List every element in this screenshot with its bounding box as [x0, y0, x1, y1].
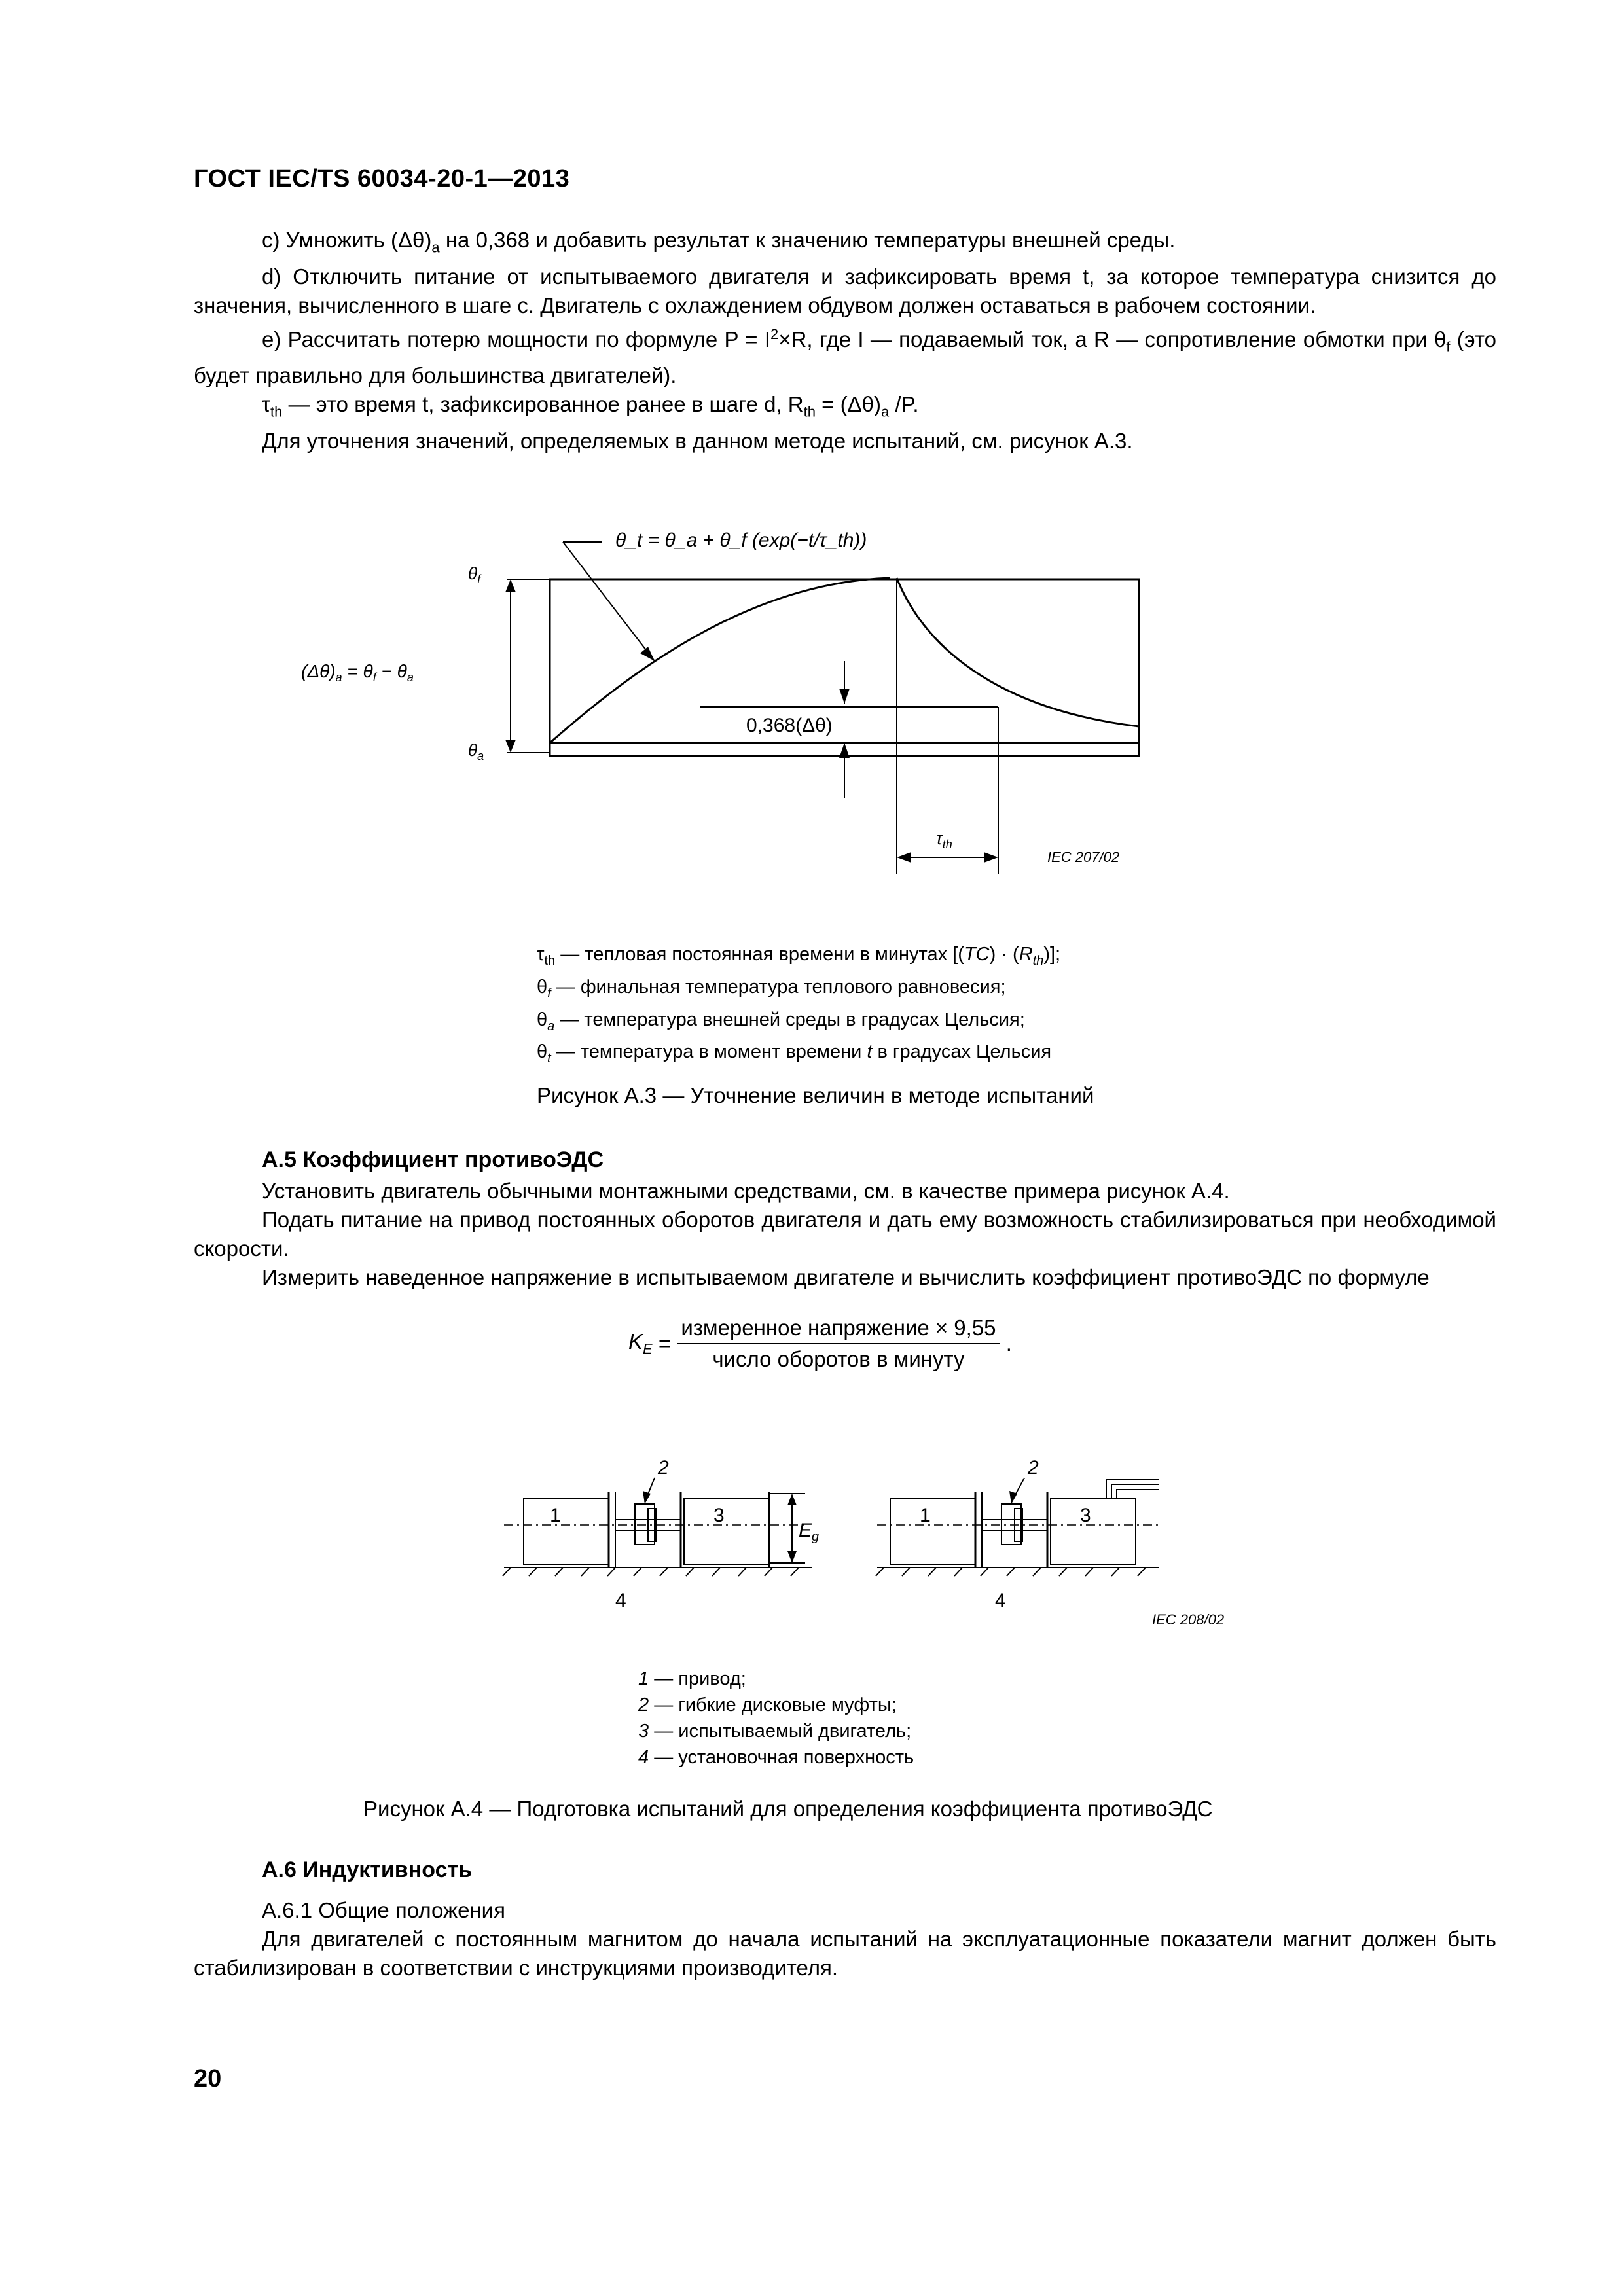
tau-th-label: $\tau_{th}$ [936, 829, 952, 851]
right-label-1: 1 [920, 1505, 931, 1526]
legend-item: 1 — привод; [638, 1668, 746, 1689]
right-label-3: 3 [1080, 1505, 1091, 1526]
page-number: 20 [194, 2065, 222, 2092]
figure-a4-diagram [497, 1460, 1257, 1636]
formula-denominator: число оборотов в минуту [712, 1347, 965, 1371]
tau-definition-paragraph: $\tau_{th}$ — это время t, зафиксированное ранее в шаге d, $R_{th} = (\Delta\theta)_a$ /P. [262, 392, 919, 420]
figure-a3-caption: Рисунок А.3 — Уточнение величин в методе испытаний [537, 1083, 1094, 1107]
step-d-paragraph: d) Отключить питание от испытываемого двигателя и зафиксировать время t, за которое температура снизится до значения, вычисленного в шаге c. Двигатель с охлаждением обдувом должен оставаться в рабочем состоянии. [194, 264, 1496, 317]
section-a5-p2: Подать питание на привод постоянных оборотов двигателя и дать ему возможность стабилизироваться при необходимой скорости. [194, 1208, 1496, 1261]
delta-theta-label: $(\Delta\theta)_a = \theta_f - \theta_a$ [301, 661, 414, 684]
figure-a4-legend [638, 1666, 914, 1770]
section-a6-subtitle: А.6.1 Общие положения [262, 1898, 505, 1922]
heating-curve [550, 578, 890, 743]
figure-reference-paragraph: Для уточнения значений, определяемых в данном методе испытаний, см. рисунок А.3. [262, 428, 1133, 453]
legend-item: 4 — установочная поверхность [638, 1747, 914, 1768]
section-a5 [194, 1145, 1496, 1292]
iec-code-a4: IEC 208/02 [1152, 1611, 1225, 1628]
figure-a3-diagram [288, 511, 1191, 884]
intro-text [194, 226, 1496, 456]
theta-f-label: $\theta_f$ [468, 564, 481, 586]
document-header: ГОСТ IEC/TS 60034-20-1—2013 [194, 165, 570, 192]
left-label-4: 4 [615, 1590, 626, 1611]
eg-label: $E_g$ [799, 1520, 820, 1544]
right-label-2: 2 [1028, 1460, 1039, 1479]
legend-item: $\tau_{th}$ — тепловая постоянная времени в минутах $[(TC) \cdot (R_{th})]$; [537, 944, 1061, 968]
left-label-1: 1 [550, 1505, 561, 1526]
cooling-curve [897, 578, 1139, 726]
legend-item: $\theta_f$ — финальная температура теплового равновесия; [537, 976, 1006, 1001]
theta-a-label: $\theta_a$ [468, 740, 484, 762]
left-label-3: 3 [713, 1505, 725, 1526]
section-a6 [194, 1856, 1496, 1982]
figure-a3-legend [537, 941, 1060, 1071]
right-label-4: 4 [995, 1590, 1006, 1611]
legend-item: 2 — гибкие дисковые муфты; [638, 1695, 897, 1715]
figure-a4-caption: Рисунок А.4 — Подготовка испытаний для определения коэффициента противоЭДС [363, 1797, 1213, 1821]
section-a5-p1: Установить двигатель обычными монтажными средствами, см. в качестве примера рисунок А.4. [262, 1179, 1230, 1203]
section-a6-title: А.6 Индуктивность [262, 1857, 473, 1882]
legend-item: 3 — испытываемый двигатель; [638, 1721, 912, 1742]
legend-item: $\theta_a$ — температура внешней среды в градусах Цельсия; [537, 1009, 1025, 1033]
left-label-2: 2 [658, 1460, 669, 1479]
step-e-paragraph: e) Рассчитать потерю мощности по формуле $P = I^2\times R$, где I — подаваемый ток, а R — сопротивление обмотки при $\theta_f$ (это будет правильно для большинства двигателей). [194, 325, 1496, 388]
label-0368: 0,368(Δθ) [746, 715, 833, 736]
section-a5-title: А.5 Коэффициент противоЭДС [262, 1147, 604, 1172]
section-a6-p1: Для двигателей с постоянным магнитом до начала испытаний на эксплуатационные показатели магнит должен быть стабилизирован в соответствии с инструкциями производителя. [194, 1927, 1496, 1980]
left-setup [503, 1460, 819, 1611]
legend-item: $\theta_t$ — температура в момент времени t в градусах Цельсия [537, 1041, 1052, 1066]
ke-formula: $K_E$ = $\frac{\text{измеренное напряжение × 9,55}}{\text{число оборотов в минуту}}$ . [628, 1316, 1012, 1371]
step-c-paragraph: c) Умножить $(\Delta\theta)_a$ на 0,368 и добавить результат к значению температуры внешней среды. [262, 228, 1176, 256]
formula-numerator: измеренное напряжение × 9,55 [677, 1316, 1000, 1344]
right-setup [876, 1460, 1159, 1611]
curve-formula-label: θ_t = θ_a + θ_f (exp(−t/τ_th)) [615, 529, 867, 551]
iec-code-a3: IEC 207/02 [1047, 849, 1120, 865]
section-a5-p3: Измерить наведенное напряжение в испытываемом двигателе и вычислить коэффициент противоЭДС по формуле [262, 1265, 1430, 1289]
